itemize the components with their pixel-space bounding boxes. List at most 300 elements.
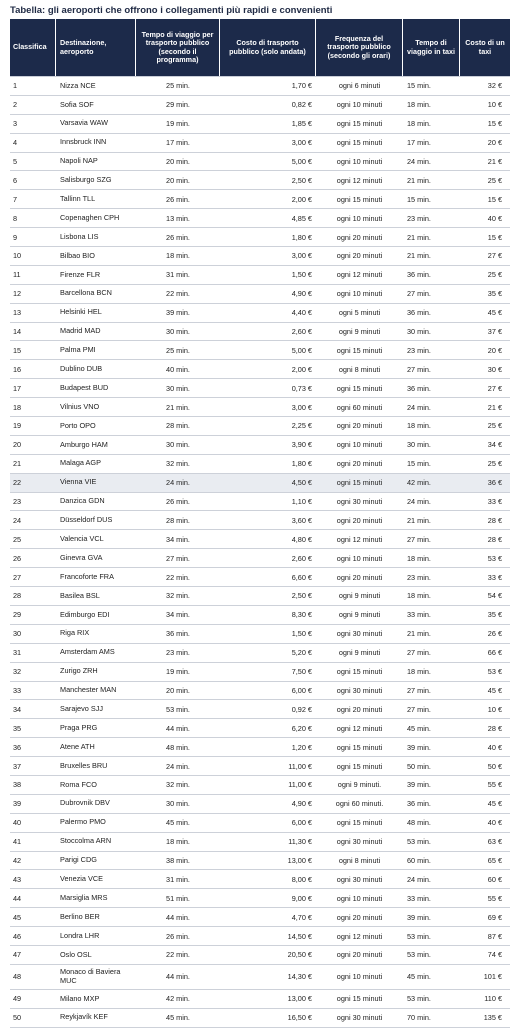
cell-frequency: ogni 30 minuti: [336, 1013, 383, 1023]
table-row: [10, 247, 510, 266]
cell-destination: Bilbao BIO: [60, 250, 95, 260]
cell-cost-transit: 0,82 €: [291, 100, 312, 110]
cell-destination: Parigi CDG: [60, 855, 97, 865]
cell-cost-transit: 20,50 €: [287, 950, 312, 960]
cell-cost-transit: 11,30 €: [288, 837, 312, 847]
cell-cost-transit: 2,25 €: [291, 421, 312, 431]
cell-rank: 14: [13, 327, 22, 337]
header-destination: Destinazione, aeroporto: [56, 19, 136, 76]
cell-rank: 9: [13, 232, 18, 242]
table-row: [10, 719, 510, 738]
cell-cost-taxi: 21 €: [487, 402, 502, 412]
cell-destination: Tallinn TLL: [60, 193, 96, 203]
cell-destination: Marsiglia MRS: [60, 892, 108, 902]
cell-rank: 13: [13, 308, 22, 318]
cell-destination: Firenze FLR: [60, 269, 101, 279]
header-cost-transit: Costo di trasporto pubblico (solo andata): [220, 19, 316, 76]
cell-destination: Salisburgo SZG: [60, 175, 112, 185]
cell-cost-taxi: 15 €: [487, 194, 502, 204]
table-row: [10, 644, 510, 663]
table-row: [10, 341, 510, 360]
cell-cost-taxi: 35 €: [487, 289, 502, 299]
cell-time-transit: 23 min.: [166, 648, 190, 658]
cell-rank: 34: [13, 704, 22, 714]
cell-time-taxi: 27 min.: [407, 289, 431, 299]
cell-time-transit: 29 min.: [166, 100, 190, 110]
cell-destination: Roma FCO: [60, 779, 97, 789]
cell-time-taxi: 27 min.: [407, 648, 431, 658]
cell-frequency: ogni 20 minuti: [336, 232, 383, 242]
cell-time-transit: 18 min.: [166, 251, 190, 261]
cell-frequency: ogni 12 minuti: [336, 175, 383, 185]
cell-frequency: ogni 20 minuti: [336, 912, 383, 922]
cell-cost-transit: 3,00 €: [291, 402, 312, 412]
cell-destination: Zurigo ZRH: [60, 666, 98, 676]
cell-rank: 49: [13, 994, 22, 1004]
cell-frequency: ogni 12 minuti: [336, 931, 383, 941]
cell-time-taxi: 23 min.: [407, 345, 431, 355]
table-row: [10, 323, 510, 342]
cell-rank: 16: [13, 364, 22, 374]
cell-cost-transit: 1,70 €: [291, 81, 312, 91]
cell-cost-transit: 4,90 €: [291, 799, 312, 809]
cell-rank: 7: [13, 194, 18, 204]
table-body: [10, 77, 510, 1028]
cell-frequency: ogni 15 minuti: [336, 194, 383, 204]
cell-cost-taxi: 45 €: [487, 799, 502, 809]
cell-time-transit: 19 min.: [166, 667, 190, 677]
cell-time-taxi: 36 min.: [407, 270, 431, 280]
cell-rank: 32: [13, 667, 22, 677]
cell-rank: 23: [13, 497, 22, 507]
table-row: [10, 738, 510, 757]
cell-time-taxi: 18 min.: [407, 553, 431, 563]
header-cost-taxi: Costo di un taxi: [465, 38, 505, 56]
table-row: [10, 700, 510, 719]
cell-time-transit: 53 min.: [166, 704, 190, 714]
cell-frequency: ogni 10 minuti: [336, 289, 383, 299]
table-row: [10, 360, 510, 379]
cell-destination: Malaga AGP: [60, 458, 101, 468]
cell-time-transit: 18 min.: [166, 837, 190, 847]
cell-cost-taxi: 53 €: [487, 667, 502, 677]
cell-cost-transit: 0,92 €: [291, 704, 312, 714]
cell-cost-taxi: 10 €: [487, 100, 502, 110]
cell-cost-transit: 4,40 €: [291, 308, 312, 318]
cell-rank: 43: [13, 874, 22, 884]
table-row: [10, 814, 510, 833]
table-row: [10, 511, 510, 530]
cell-cost-transit: 2,50 €: [291, 175, 312, 185]
cell-time-taxi: 21 min.: [407, 251, 431, 261]
cell-cost-transit: 6,00 €: [291, 685, 312, 695]
cell-time-transit: 32 min.: [166, 780, 190, 790]
cell-rank: 45: [13, 912, 22, 922]
cell-time-taxi: 27 min.: [407, 685, 431, 695]
cell-cost-taxi: 25 €: [487, 270, 502, 280]
cell-time-taxi: 53 min.: [407, 931, 431, 941]
table-row: [10, 965, 510, 990]
cell-time-transit: 19 min.: [166, 119, 190, 129]
cell-cost-taxi: 74 €: [487, 950, 502, 960]
cell-cost-taxi: 25 €: [487, 459, 502, 469]
cell-rank: 21: [13, 459, 22, 469]
cell-destination: Valencia VCL: [60, 534, 104, 544]
cell-cost-transit: 6,00 €: [291, 818, 312, 828]
cell-cost-taxi: 34 €: [487, 440, 502, 450]
cell-frequency: ogni 20 minuti: [336, 421, 383, 431]
cell-cost-taxi: 45 €: [487, 685, 502, 695]
table-row: [10, 304, 510, 323]
cell-frequency: ogni 15 minuti: [336, 478, 383, 488]
cell-cost-taxi: 37 €: [487, 327, 502, 337]
cell-frequency: ogni 15 minuti: [336, 994, 383, 1004]
cell-cost-taxi: 32 €: [487, 81, 502, 91]
table-row: [10, 228, 510, 247]
cell-cost-taxi: 27 €: [487, 251, 502, 261]
cell-destination: Dublino DUB: [60, 364, 103, 373]
cell-destination: Helsinki HEL: [60, 307, 102, 317]
cell-time-taxi: 30 min.: [407, 327, 431, 337]
header-frequency: Frequenza del trasporto pubblico (secondo gli orari): [316, 19, 403, 76]
cell-rank: 15: [13, 345, 22, 355]
cell-destination: Dubrovnik DBV: [60, 798, 110, 808]
cell-destination: Barcellona BCN: [60, 288, 112, 298]
cell-cost-taxi: 110 €: [484, 994, 502, 1004]
header-time-transit: Tempo di viaggio per trasporto pubblico (secondo il programma): [136, 19, 220, 76]
table-row: [10, 663, 510, 682]
table-row: [10, 134, 510, 153]
cell-rank: 47: [13, 950, 22, 960]
cell-destination: Praga PRG: [60, 722, 98, 732]
cell-cost-taxi: 33 €: [487, 497, 502, 507]
cell-cost-taxi: 28 €: [487, 515, 502, 525]
cell-destination: Porto OPO: [60, 420, 96, 430]
cell-time-taxi: 53 min.: [407, 950, 431, 960]
cell-time-taxi: 53 min.: [407, 994, 431, 1004]
cell-cost-transit: 6,60 €: [291, 572, 312, 582]
cell-cost-transit: 8,30 €: [291, 610, 312, 620]
cell-rank: 10: [13, 251, 22, 261]
table-row: [10, 530, 510, 549]
cell-frequency: ogni 5 minuti: [338, 308, 381, 318]
cell-destination: Nizza NCE: [60, 80, 96, 90]
cell-frequency: ogni 10 minuti: [336, 213, 383, 223]
cell-frequency: ogni 30 minuti: [336, 629, 383, 639]
cell-rank: 26: [13, 553, 22, 563]
cell-cost-taxi: 28 €: [487, 534, 502, 544]
cell-cost-transit: 14,50 €: [287, 931, 312, 941]
cell-rank: 19: [13, 421, 22, 431]
cell-frequency: ogni 8 minuti: [338, 855, 381, 865]
cell-cost-taxi: 15 €: [487, 232, 502, 242]
cell-destination: Sarajevo SJJ: [60, 704, 103, 714]
cell-cost-transit: 3,90 €: [291, 440, 312, 450]
cell-time-taxi: 42 min.: [407, 478, 431, 488]
cell-time-taxi: 33 min.: [407, 610, 431, 620]
cell-frequency: ogni 10 minuti: [336, 157, 383, 166]
cell-time-taxi: 33 min.: [407, 893, 431, 903]
cell-cost-taxi: 15 €: [487, 119, 502, 129]
cell-rank: 2: [13, 100, 18, 110]
cell-cost-transit: 7,50 €: [291, 667, 312, 677]
cell-time-transit: 39 min.: [166, 308, 190, 318]
cell-time-taxi: 48 min.: [407, 818, 431, 828]
cell-time-transit: 34 min.: [166, 610, 190, 620]
cell-destination: Budapest BUD: [60, 382, 109, 392]
table-row: [10, 398, 510, 417]
cell-rank: 1: [13, 81, 18, 91]
cell-cost-transit: 11,00 €: [288, 761, 312, 771]
cell-cost-transit: 16,50 €: [287, 1013, 312, 1023]
cell-destination: Berlino BER: [60, 911, 100, 921]
table-row: [10, 96, 510, 115]
cell-frequency: ogni 9 minuti.: [337, 780, 382, 790]
cell-rank: 18: [13, 402, 22, 412]
table-row: [10, 990, 510, 1009]
cell-rank: 39: [13, 799, 22, 809]
cell-time-transit: 26 min.: [166, 194, 190, 204]
cell-destination: Londra LHR: [60, 930, 100, 940]
cell-cost-taxi: 21 €: [487, 157, 502, 166]
cell-cost-transit: 4,80 €: [291, 534, 312, 544]
cell-time-transit: 31 min.: [166, 270, 190, 280]
cell-rank: 24: [13, 515, 22, 525]
cell-frequency: ogni 20 minuti: [336, 950, 383, 960]
cell-destination: Vienna VIE: [60, 477, 97, 487]
cell-time-transit: 40 min.: [166, 364, 190, 374]
cell-cost-taxi: 30 €: [487, 364, 502, 374]
table-header: [10, 19, 510, 77]
cell-destination: Amsterdam AMS: [60, 647, 115, 657]
cell-cost-transit: 2,60 €: [291, 553, 312, 563]
cell-frequency: ogni 15 minuti: [336, 345, 383, 355]
cell-rank: 5: [13, 157, 18, 166]
cell-cost-transit: 2,00 €: [291, 194, 312, 204]
cell-time-taxi: 30 min.: [407, 440, 431, 450]
cell-time-transit: 48 min.: [166, 742, 190, 752]
cell-destination: Manchester MAN: [60, 685, 117, 695]
cell-cost-transit: 4,90 €: [291, 289, 312, 299]
cell-cost-transit: 1,85 €: [291, 119, 312, 129]
cell-rank: 8: [13, 213, 18, 223]
cell-cost-taxi: 65 €: [487, 855, 502, 865]
cell-time-transit: 30 min.: [166, 799, 190, 809]
cell-rank: 36: [13, 742, 22, 752]
cell-cost-taxi: 45 €: [487, 308, 502, 318]
cell-cost-taxi: 135 €: [483, 1013, 502, 1023]
cell-frequency: ogni 30 minuti: [336, 685, 383, 695]
cell-time-transit: 13 min.: [166, 213, 190, 223]
cell-rank: 6: [13, 175, 18, 185]
table-caption: Tabella: gli aeroporti che offrono i collegamenti più rapidi e convenienti: [10, 5, 333, 16]
cell-cost-transit: 1,80 €: [291, 232, 312, 242]
cell-time-taxi: 18 min.: [407, 119, 431, 129]
cell-frequency: ogni 30 minuti: [336, 837, 383, 847]
cell-frequency: ogni 60 minuti: [336, 402, 383, 412]
cell-time-taxi: 24 min.: [407, 874, 431, 884]
cell-time-taxi: 18 min.: [407, 591, 431, 601]
cell-time-transit: 30 min.: [166, 383, 190, 393]
cell-destination: Vilnius VNO: [60, 401, 100, 411]
cell-cost-transit: 1,50 €: [291, 629, 312, 639]
cell-time-taxi: 15 min.: [407, 194, 431, 204]
cell-destination: Milano MXP: [60, 993, 100, 1003]
cell-cost-taxi: 69 €: [487, 912, 502, 922]
cell-cost-transit: 13,00 €: [287, 855, 312, 865]
cell-destination: Bruxelles BRU: [60, 760, 108, 770]
cell-rank: 27: [13, 572, 22, 582]
cell-time-taxi: 18 min.: [407, 421, 431, 431]
cell-rank: 20: [13, 440, 22, 450]
cell-destination: Lisbona LIS: [60, 231, 99, 241]
cell-cost-transit: 2,00 €: [291, 364, 312, 374]
cell-time-transit: 20 min.: [166, 175, 190, 185]
cell-rank: 46: [13, 931, 22, 941]
cell-time-transit: 32 min.: [166, 591, 190, 601]
cell-cost-transit: 2,50 €: [291, 591, 312, 601]
table-row: [10, 153, 510, 172]
cell-destination: Francoforte FRA: [60, 571, 114, 581]
cell-time-taxi: 70 min.: [407, 1013, 431, 1023]
cell-cost-transit: 5,00 €: [291, 157, 312, 166]
cell-frequency: ogni 6 minuti: [338, 81, 381, 91]
table-row: [10, 833, 510, 852]
cell-time-taxi: 36 min.: [407, 799, 431, 809]
table-row: [10, 852, 510, 871]
cell-time-transit: 32 min.: [166, 459, 190, 469]
cell-cost-transit: 6,20 €: [291, 723, 312, 733]
cell-destination: Atene ATH: [60, 741, 95, 751]
table-row: [10, 190, 510, 209]
cell-time-taxi: 21 min.: [407, 629, 431, 639]
cell-destination: Copenaghen CPH: [60, 212, 120, 222]
cell-rank: 25: [13, 534, 22, 544]
cell-time-transit: 17 min.: [166, 138, 190, 148]
cell-time-taxi: 24 min.: [407, 497, 431, 507]
table-row: [10, 493, 510, 512]
cell-time-transit: 44 min.: [166, 912, 190, 922]
table-row: [10, 889, 510, 908]
cell-cost-taxi: 53 €: [487, 553, 502, 563]
table-row: [10, 266, 510, 285]
cell-destination: Stoccolma ARN: [60, 836, 112, 846]
cell-cost-taxi: 54 €: [487, 591, 502, 601]
cell-time-transit: 25 min.: [166, 345, 190, 355]
cell-time-transit: 24 min.: [166, 478, 190, 488]
cell-rank: 17: [13, 383, 22, 393]
cell-cost-transit: 4,85 €: [291, 213, 312, 223]
cell-time-transit: 28 min.: [166, 421, 190, 431]
cell-cost-taxi: 55 €: [487, 780, 502, 790]
cell-cost-taxi: 87 €: [487, 931, 502, 941]
cell-time-taxi: 53 min.: [407, 837, 431, 847]
cell-time-transit: 51 min.: [166, 893, 190, 903]
cell-time-transit: 27 min.: [166, 553, 190, 563]
table-row: [10, 568, 510, 587]
table-row: [10, 436, 510, 455]
cell-frequency: ogni 10 minuti: [336, 553, 383, 563]
cell-cost-taxi: 35 €: [487, 610, 502, 620]
cell-frequency: ogni 10 minuti: [336, 440, 383, 450]
cell-time-transit: 42 min.: [166, 994, 190, 1004]
cell-time-taxi: 36 min.: [407, 308, 431, 318]
cell-time-transit: 36 min.: [166, 629, 190, 639]
cell-time-taxi: 21 min.: [407, 232, 431, 242]
cell-cost-taxi: 40 €: [487, 742, 502, 752]
cell-rank: 3: [13, 119, 18, 129]
cell-time-taxi: 15 min.: [407, 459, 431, 469]
cell-cost-taxi: 60 €: [487, 874, 502, 884]
cell-rank: 33: [13, 685, 22, 695]
cell-cost-taxi: 50 €: [487, 761, 502, 771]
cell-destination: Reykjavík KEF: [60, 1012, 108, 1022]
cell-rank: 44: [13, 893, 22, 903]
cell-cost-taxi: 25 €: [487, 421, 502, 431]
cell-time-taxi: 21 min.: [407, 515, 431, 525]
cell-rank: 42: [13, 855, 22, 865]
cell-time-taxi: 18 min.: [407, 100, 431, 110]
table-row: [10, 870, 510, 889]
cell-time-taxi: 15 min.: [407, 81, 431, 91]
cell-time-transit: 34 min.: [166, 534, 190, 544]
cell-time-transit: 26 min.: [166, 931, 190, 941]
cell-rank: 40: [13, 818, 22, 828]
cell-destination: Basilea BSL: [60, 590, 100, 600]
cell-cost-transit: 8,00 €: [291, 874, 312, 884]
cell-cost-taxi: 10 €: [487, 704, 502, 714]
cell-destination: Düsseldorf DUS: [60, 515, 113, 525]
cell-cost-transit: 14,30 €: [287, 972, 312, 982]
cell-destination: Edimburgo EDI: [60, 609, 110, 619]
cell-time-taxi: 60 min.: [407, 855, 431, 865]
cell-frequency: ogni 9 minuti: [338, 327, 381, 337]
cell-frequency: ogni 15 minuti: [336, 742, 383, 752]
cell-cost-taxi: 25 €: [487, 175, 502, 185]
cell-rank: 30: [13, 629, 22, 639]
cell-rank: 50: [13, 1013, 22, 1023]
table-row: [10, 625, 510, 644]
cell-destination: Oslo OSL: [60, 949, 92, 959]
header-rank: Classifica: [10, 19, 56, 76]
cell-frequency: ogni 20 minuti: [336, 459, 383, 469]
cell-cost-taxi: 55 €: [487, 893, 502, 903]
cell-destination: Venezia VCE: [60, 874, 103, 884]
cell-rank: 35: [13, 723, 22, 733]
cell-frequency: ogni 9 minuti: [338, 591, 381, 601]
cell-rank: 37: [13, 761, 22, 771]
cell-cost-transit: 3,60 €: [291, 515, 312, 525]
table-row: [10, 927, 510, 946]
cell-time-taxi: 27 min.: [407, 704, 431, 714]
table-row: [10, 77, 510, 96]
table-row: [10, 587, 510, 606]
cell-cost-taxi: 66 €: [487, 648, 502, 658]
cell-cost-transit: 13,00 €: [287, 994, 312, 1004]
cell-destination: Amburgo HAM: [60, 439, 108, 449]
cell-time-taxi: 36 min.: [407, 383, 431, 393]
cell-time-taxi: 39 min.: [407, 780, 431, 790]
cell-destination: Varsavia WAW: [60, 118, 108, 128]
cell-frequency: ogni 9 minuti: [338, 648, 381, 658]
table-row: [10, 115, 510, 134]
cell-cost-transit: 3,00 €: [291, 251, 312, 261]
cell-frequency: ogni 15 minuti: [336, 383, 383, 393]
cell-cost-taxi: 63 €: [487, 837, 502, 847]
cell-time-taxi: 50 min.: [407, 761, 431, 771]
cell-destination: Ginevra GVA: [60, 552, 103, 562]
cell-frequency: ogni 8 minuti: [338, 364, 381, 374]
